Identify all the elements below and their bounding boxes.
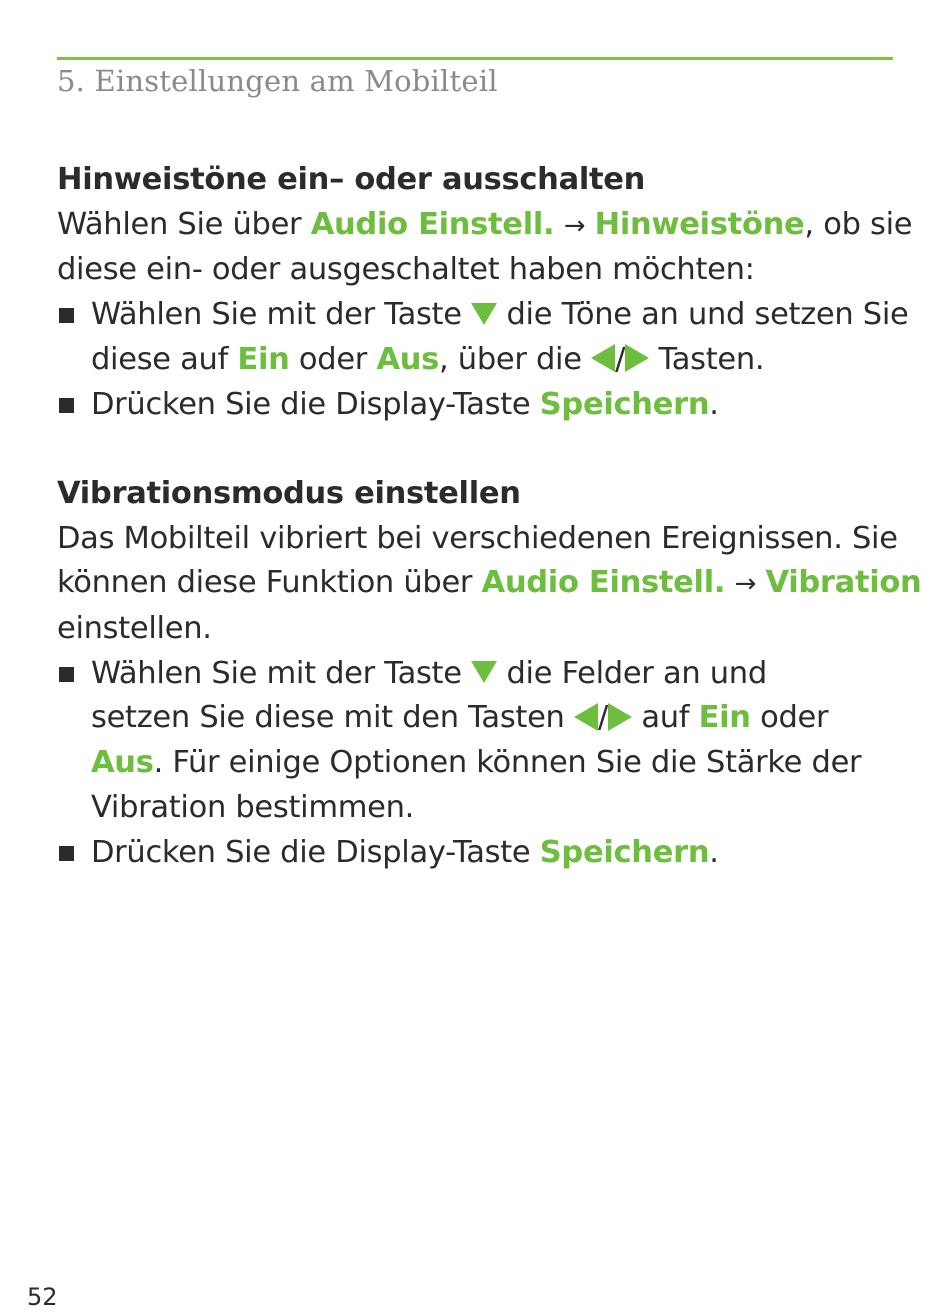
step-line [91, 338, 897, 383]
triangle-left-icon [591, 344, 615, 372]
triangle-down-icon [471, 661, 497, 683]
chapter-title: 5. Einstellungen am Mobilteil [57, 64, 498, 98]
square-bullet-icon [59, 846, 74, 861]
text: Drücken Sie die Display-Taste [91, 386, 540, 422]
text: setzen Sie diese mit den Tasten [91, 700, 574, 736]
text: Wählen Sie mit der Taste [91, 297, 472, 333]
section-vibration [57, 472, 922, 875]
instruction-list [57, 293, 909, 427]
intro-line: diese ein- oder ausgeschaltet haben möchten: [57, 252, 755, 288]
softkey-save: Speichern [539, 834, 710, 870]
option-on: Ein [698, 700, 751, 736]
text: Wählen Sie mit der Taste [91, 655, 472, 691]
section-heading: Vibrationsmodus einstellen [57, 475, 521, 511]
right-arrow-icon: → [563, 210, 586, 241]
section-hinweistoene [57, 158, 913, 427]
step-line [91, 741, 897, 786]
list-item [57, 652, 897, 831]
text: . [709, 386, 719, 422]
square-bullet-icon [59, 308, 74, 323]
text: diese auf [91, 341, 238, 377]
text: Drücken Sie die Display-Taste [91, 834, 540, 870]
list-item [57, 293, 909, 382]
text: die Felder an und [497, 655, 767, 691]
intro-line: einstellen. [57, 611, 212, 647]
instruction-list [57, 652, 897, 876]
chapter-divider [57, 57, 893, 60]
text: , ob sie [804, 206, 913, 242]
intro-line [57, 203, 913, 249]
square-bullet-icon [59, 398, 74, 413]
intro-line: Das Mobilteil vibriert bei verschiedenen Ereignissen. Sie [57, 520, 898, 556]
text: oder [289, 341, 377, 377]
intro-line [57, 561, 922, 607]
text: oder [750, 700, 829, 736]
option-off: Aus [376, 341, 440, 377]
step-line [91, 831, 897, 876]
menu-vibration: Vibration [765, 565, 922, 601]
step-line [91, 652, 897, 697]
text: auf [631, 700, 699, 736]
text: , über die [439, 341, 592, 377]
text: Wählen Sie über [57, 206, 311, 242]
menu-hint-tones: Hinweistöne [594, 206, 805, 242]
triangle-right-icon [625, 344, 649, 372]
step-line [91, 696, 897, 741]
page-number: 52 [27, 1283, 58, 1311]
right-arrow-icon: → [734, 569, 757, 600]
list-item [57, 831, 897, 876]
softkey-save: Speichern [539, 386, 710, 422]
triangle-right-icon [608, 703, 632, 731]
menu-audio-settings: Audio Einstell. [481, 565, 726, 601]
slash: / [615, 341, 626, 377]
text: die Töne an und setzen Sie [497, 297, 909, 333]
text: . [709, 834, 719, 870]
triangle-left-icon [574, 703, 598, 731]
page-content [57, 158, 922, 875]
step-line [91, 293, 909, 338]
list-item [57, 383, 897, 428]
slash: / [597, 700, 608, 736]
triangle-down-icon [471, 303, 497, 325]
option-off: Aus [91, 745, 154, 781]
section-heading: Hinweistöne ein– oder ausschalten [57, 162, 646, 197]
step-line [91, 383, 897, 428]
option-on: Ein [237, 341, 290, 377]
step-line: Vibration bestimmen. [91, 789, 415, 825]
text: . Für einige Optionen können Sie die Stärke der [153, 745, 862, 781]
square-bullet-icon [59, 667, 74, 682]
menu-audio-settings: Audio Einstell. [310, 206, 555, 242]
text: können diese Funktion über [57, 565, 482, 601]
text: Tasten. [649, 341, 765, 377]
